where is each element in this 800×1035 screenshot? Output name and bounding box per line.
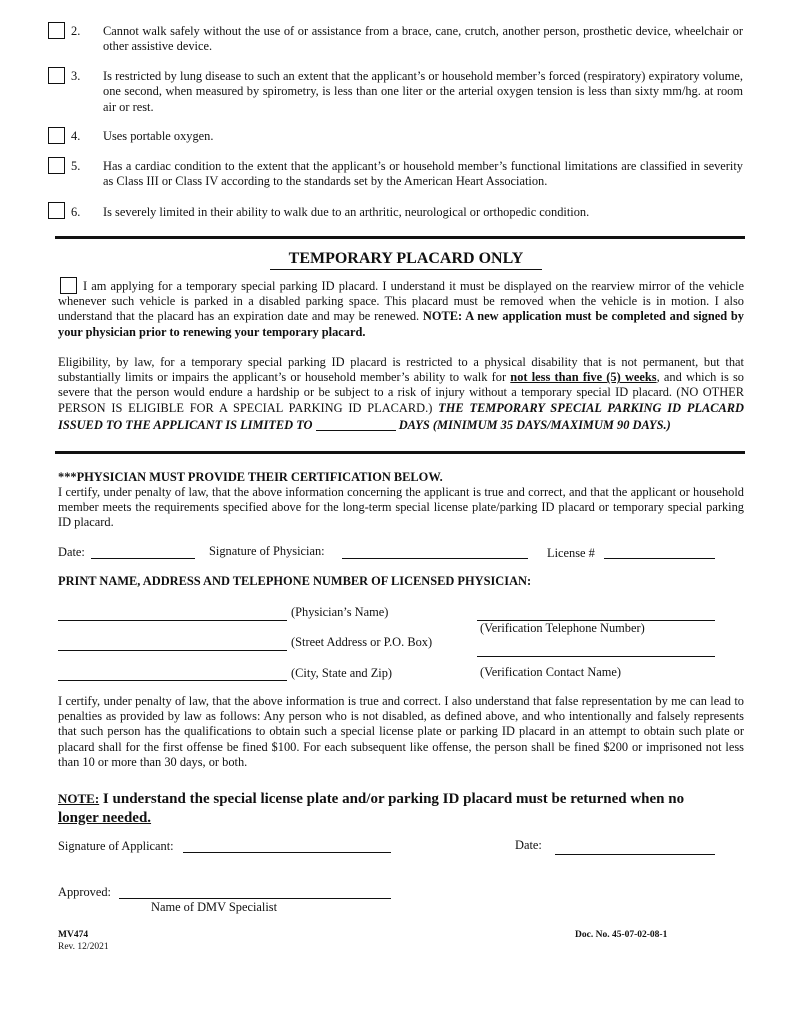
eligibility-limit-text-2: DAYS (MINIMUM 35 DAYS/MAXIMUM 90 DAYS.) — [398, 417, 671, 432]
penalty-paragraph: I certify, under penalty of law, that the above information is true and correct. I also understand that false representation by me can lead to penalties as provided by law as follows: Any person who is not disabled, as defined above, and who intentionally and falsely represents that such person has the qualifications to obtain such a special license plate or parking ID placard in an attempt to obtain such plate or placard shall for the first offense be fined $100. For each subsequent like offense, the person shall be fined $200 or imprisoned not less than 10 or more than 30 days, or both. — [58, 694, 744, 769]
physician-signature-label: Signature of Physician: — [209, 544, 325, 558]
print-info-heading: PRINT NAME, ADDRESS AND TELEPHONE NUMBER OF LICENSED PHYSICIAN: — [58, 574, 532, 588]
city-state-zip-field[interactable] — [58, 666, 287, 681]
condition-4-number: 4. — [71, 129, 81, 143]
eligibility-text-2: , and which is so severe that the person would endure a hardship or be subject to a risk of injury without a temporary special ID placard. (NO OTHER PERSON IS ELIGIBLE FOR A SPECIAL PARKING ID PLACARD.) — [58, 370, 744, 415]
physician-name-label: (Physician’s Name) — [291, 605, 389, 619]
section-divider-top — [55, 236, 745, 239]
condition-5-number: 5. — [71, 159, 81, 173]
note-text-2: longer needed. — [58, 810, 152, 826]
verification-phone-label: (Verification Telephone Number) — [480, 621, 645, 635]
condition-5-checkbox[interactable] — [48, 157, 65, 174]
condition-2-number: 2. — [71, 24, 81, 38]
applicant-signature-field[interactable] — [183, 838, 391, 853]
eligibility-text-1: Eligibility, by law, for a temporary special parking ID placard is restricted to a physical disability that is not permanent, but that substantially limits or impairs the applicant’s or household member’s ability to walk for — [58, 355, 744, 385]
condition-2-checkbox[interactable] — [48, 22, 65, 39]
condition-3-checkbox[interactable] — [48, 67, 65, 84]
physician-heading: ***PHYSICIAN MUST PROVIDE THEIR CERTIFICATION BELOW. — [58, 470, 443, 484]
verification-phone-field[interactable] — [477, 606, 715, 621]
condition-6-number: 6. — [71, 205, 81, 219]
street-address-field[interactable] — [58, 636, 287, 651]
condition-4-text: Uses portable oxygen. — [103, 129, 214, 143]
condition-5-text: Has a cardiac condition to the extent that the applicant’s or household member’s functional limitations are classified in severity as Class III or Class IV according to the standards set by the American Heart Association. — [103, 159, 743, 189]
revision-date: Rev. 12/2021 — [58, 942, 109, 952]
form-number: MV474 — [58, 930, 89, 940]
condition-3-text: Is restricted by lung disease to such an extent that the applicant’s or household member’s forced (respiratory) expiratory volume, one second, when measured by spirometry, is less than one liter or the arterial oxygen tension is less than sixty mm/hg. at room air or rest. — [103, 69, 743, 114]
street-address-label: (Street Address or P.O. Box) — [291, 635, 433, 649]
temporary-apply-note: NOTE: A new application must be completed and signed by your physician prior to renewing your temporary placard. — [58, 309, 744, 339]
city-state-zip-label: (City, State and Zip) — [291, 666, 393, 680]
dmv-specialist-field[interactable] — [119, 884, 391, 899]
verification-contact-label: (Verification Contact Name) — [480, 665, 622, 679]
eligibility-limit-text-1: THE TEMPORARY SPECIAL PARKING ID PLACARD ISSUED TO THE APPLICANT IS LIMITED TO — [58, 400, 744, 432]
physician-signature-field[interactable] — [342, 544, 528, 559]
condition-4-checkbox[interactable] — [48, 127, 65, 144]
return-note — [58, 789, 748, 828]
applicant-date-field[interactable] — [555, 840, 715, 855]
applicant-date-label: Date: — [515, 838, 542, 852]
temporary-placard-heading: TEMPORARY PLACARD ONLY — [270, 250, 542, 270]
document-number: Doc. No. 45-07-02-08-1 — [575, 930, 668, 940]
physician-certify-text: I certify, under penalty of law, that the above information concerning the applicant is true and correct, and that the applicant or household member meets the requirements specified above for the long-term special license plate/parking ID placard or temporary special parking ID placard. — [58, 485, 744, 530]
temporary-apply-text: I am applying for a temporary special parking ID placard. I understand it must be displayed on the rearview mirror of the vehicle whenever such vehicle is parked in a disabled parking space. This placard must be removed when the vehicle is in motion. I also understand that the placard has an expiration date and may be renewed. — [58, 279, 744, 324]
temporary-apply-paragraph — [58, 279, 744, 340]
placard-days-field[interactable] — [316, 416, 396, 431]
condition-2-text: Cannot walk safely without the use of or assistance from a brace, cane, crutch, another person, prosthetic device, wheelchair or other assistive device. — [103, 24, 743, 54]
physician-name-field[interactable] — [58, 606, 287, 621]
applicant-signature-label: Signature of Applicant: — [58, 839, 174, 853]
condition-3-number: 3. — [71, 69, 81, 83]
physician-date-label: Date: — [58, 545, 85, 559]
license-field[interactable] — [604, 544, 715, 559]
section-divider-bottom — [55, 451, 745, 454]
physician-date-field[interactable] — [91, 544, 195, 559]
eligibility-paragraph — [58, 355, 744, 433]
license-label: License # — [547, 546, 595, 560]
approved-label: Approved: — [58, 885, 111, 899]
condition-6-checkbox[interactable] — [48, 202, 65, 219]
note-label: NOTE: — [58, 791, 100, 806]
note-text-1: I understand the special license plate and/or parking ID placard must be returned when no — [99, 791, 685, 807]
dmv-specialist-label: Name of DMV Specialist — [151, 900, 278, 914]
eligibility-duration: not less than five (5) weeks — [510, 370, 657, 385]
verification-contact-field[interactable] — [477, 642, 715, 657]
condition-6-text: Is severely limited in their ability to walk due to an arthritic, neurological or orthopedic condition. — [103, 205, 590, 219]
